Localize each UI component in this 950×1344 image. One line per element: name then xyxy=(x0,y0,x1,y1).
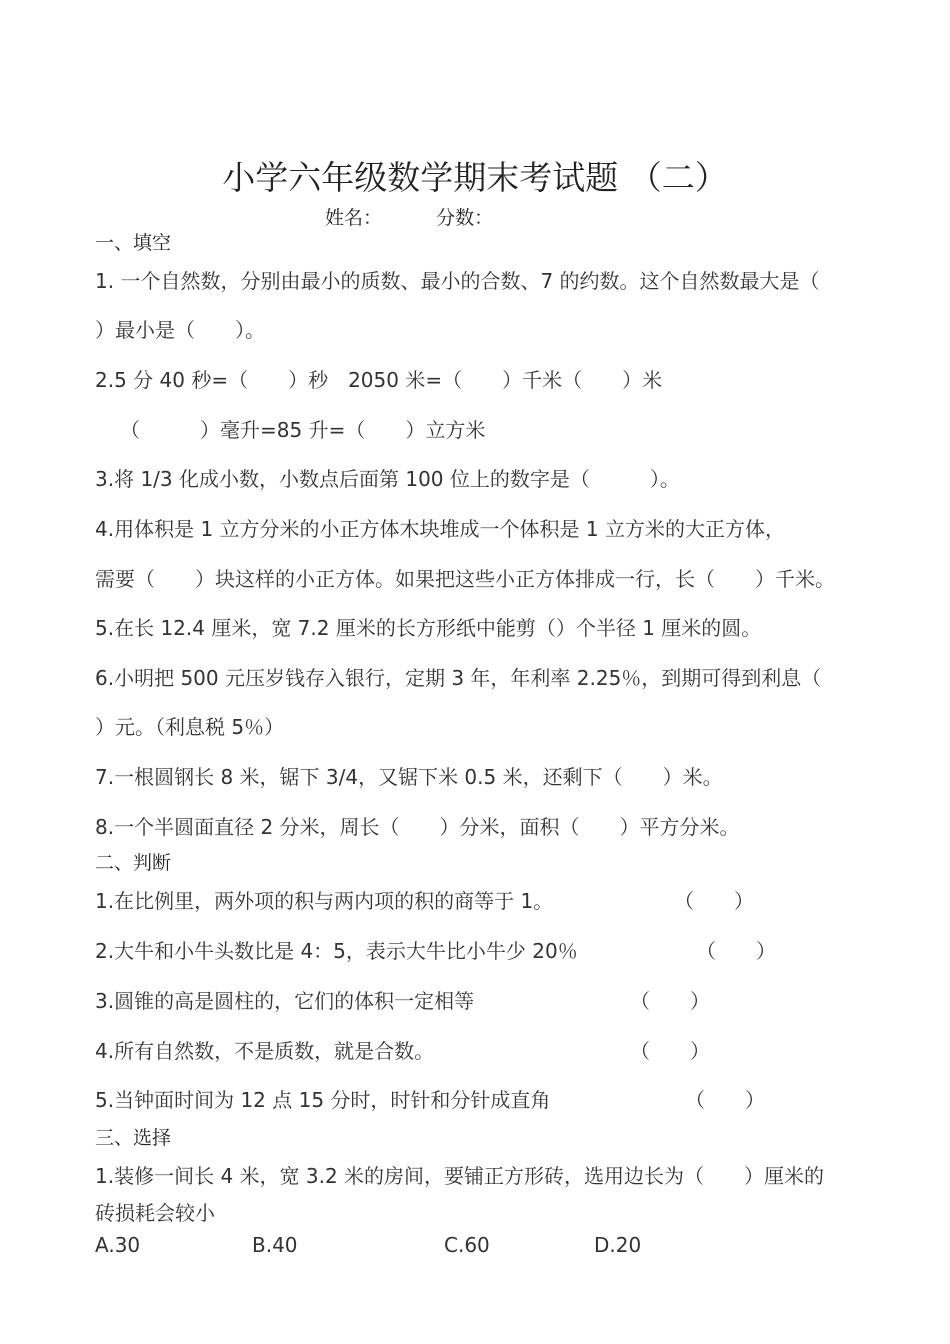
choice-option-b: B.40 xyxy=(252,1233,298,1257)
section-fill-heading: 一、填空 xyxy=(95,232,172,254)
choice-line-1: 1.装修一间长 4 米，宽 3.2 米的房间，要铺正方形砖，选用边长为（ ）厘米的 xyxy=(95,1164,825,1188)
page-title: 小学六年级数学期末考试题 （二） xyxy=(222,158,728,197)
choice-option-a: A.30 xyxy=(95,1233,141,1257)
fill-line-2: ）最小是（ ）。 xyxy=(95,318,265,342)
judge-line-2 xyxy=(95,935,578,964)
score-label: 分数： xyxy=(436,207,494,229)
judge-text: 4.所有自然数，不是质数，就是合数。 xyxy=(95,1039,435,1063)
fill-line-1: 1. 一个自然数，分别由最小的质数、最小的合数、7 的约数。这个自然数最大是（ xyxy=(95,269,820,293)
judge-line-1 xyxy=(95,885,553,914)
judge-paren-3: （ ） xyxy=(630,989,710,1013)
judge-line-4 xyxy=(95,1035,434,1064)
judge-text: 1.在比例里，两外项的积与两内项的积的商等于 1。 xyxy=(95,889,554,913)
fill-line-12: 8.一个半圆面直径 2 分米，周长（ ）分米，面积（ ）平方分米。 xyxy=(95,815,740,839)
judge-line-3 xyxy=(95,985,474,1014)
fill-line-10: ）元。（利息税 5％） xyxy=(95,715,285,739)
fill-line-8: 5.在长 12.4 厘米，宽 7.2 厘米的长方形纸中能剪（）个半径 1 厘米的圆。 xyxy=(95,616,762,640)
judge-paren-5: （ ） xyxy=(685,1088,765,1112)
section-choice-heading: 三、选择 xyxy=(95,1127,172,1149)
fill-line-11: 7.一根圆钢长 8 米，锯下 3/4，又锯下米 0.5 米，还剩下（ ）米。 xyxy=(95,765,723,789)
choice-option-c: C.60 xyxy=(444,1233,490,1257)
judge-text: 3.圆锥的高是圆柱的，它们的体积一定相等 xyxy=(95,989,475,1013)
section-judge-heading: 二、判断 xyxy=(95,852,172,874)
fill-line-5: 3.将 1/3 化成小数，小数点后面第 100 位上的数字是（ ）。 xyxy=(95,467,680,491)
judge-line-5 xyxy=(95,1084,550,1113)
judge-text: 5.当钟面时间为 12 点 15 分时，时针和分针成直角 xyxy=(95,1088,551,1112)
choice-option-d: D.20 xyxy=(594,1233,642,1257)
fill-line-9: 6.小明把 500 元压岁钱存入银行，定期 3 年，年利率 2.25％，到期可得到利息（ xyxy=(95,666,822,690)
name-label: 姓名： xyxy=(325,207,383,229)
judge-paren-1: （ ） xyxy=(674,889,754,913)
fill-line-6: 4.用体积是 1 立方分米的小正方体木块堆成一个体积是 1 立方米的大正方体， xyxy=(95,517,785,541)
judge-paren-4: （ ） xyxy=(630,1039,710,1063)
choice-line-2: 砖损耗会较小 xyxy=(95,1201,215,1225)
fill-line-3: 2.5 分 40 秒=（ ）秒 2050 米=（ ）千米（ ）米 xyxy=(95,368,663,392)
judge-text: 2.大牛和小牛头数比是 4：5，表示大牛比小牛少 20％ xyxy=(95,939,578,963)
fill-line-7: 需要（ ）块这样的小正方体。如果把这些小正方体排成一行，长（ ）千米。 xyxy=(95,567,835,591)
fill-line-4: （ ）毫升=85 升=（ ）立方米 xyxy=(120,418,486,442)
judge-paren-2: （ ） xyxy=(696,939,776,963)
name-score-line xyxy=(325,203,541,230)
